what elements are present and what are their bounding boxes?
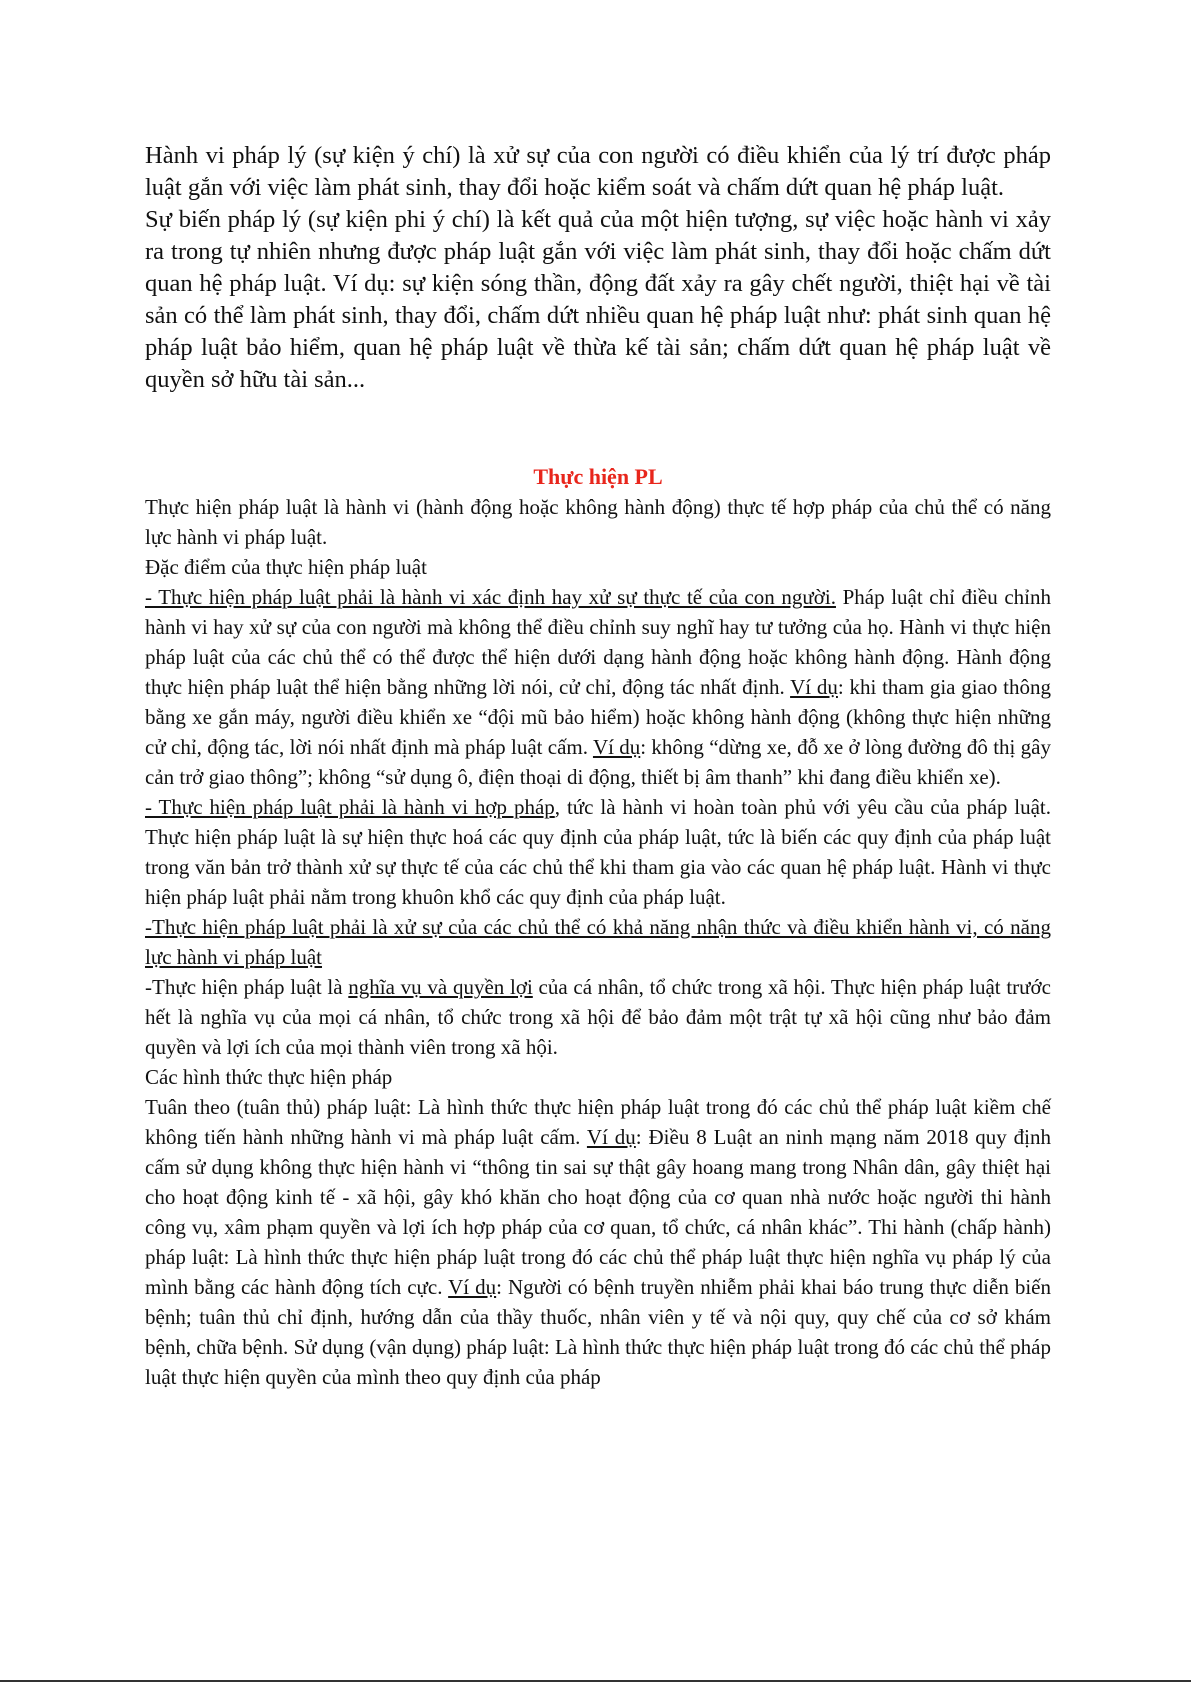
example-label: Ví dụ: [586, 1125, 636, 1149]
feature-1-text-c: : không “dừng xe, đỗ xe ở lòng đường đô thị gây cản trở giao thông”; không “sử dụng ô, điện thoại di động, thiết bị âm thanh” khi đang điều khiển xe).: [145, 735, 1051, 789]
document-page: [145, 140, 1051, 1392]
paragraph-definition: Thực hiện pháp luật là hành vi (hành động hoặc không hành động) thực tế hợp pháp của chủ thể có năng lực hành vi pháp luật.: [145, 495, 1051, 549]
paragraph-legal-event: Sự biến pháp lý (sự kiện phi ý chí) là kết quả của một hiện tượng, sự việc hoặc hành vi xảy ra trong tự nhiên nhưng được pháp luật gắn với việc làm phát sinh, thay đổi hoặc chấm dứt quan hệ pháp luật. Ví dụ: sự kiện sóng thần, động đất xảy ra gây chết người, thiệt hại về tài sản có thể làm phát sinh, thay đổi, chấm dứt nhiều quan hệ pháp luật như: phát sinh quan hệ pháp luật bảo hiểm, quan hệ pháp luật về thừa kế tài sản; chấm dứt quan hệ pháp luật về quyền sở hữu tài sản...: [145, 206, 1051, 393]
feature-4-text: của cá nhân, tổ chức trong xã hội. Thực hiện pháp luật trước hết là nghĩa vụ của mọi cá nhân, tổ chức trong xã hội để bảo đảm một trật tự xã hội cũng như bảo đảm quyền và lợi ích của mọi thành viên trong xã hội.: [145, 975, 1051, 1059]
feature-1: [145, 582, 1051, 792]
section-heading: Thực hiện PL: [533, 464, 663, 489]
feature-4-pre: -Thực hiện pháp luật là: [145, 975, 349, 999]
features-title: Đặc điểm của thực hiện pháp luật: [145, 555, 427, 579]
feature-1-text-a: Pháp luật chỉ điều chỉnh hành vi hay xử sự của con người mà không thể điều chỉnh suy nghĩ hay tư tưởng của họ. Hành vi thực hiện pháp luật của các chủ thể có thể được thể hiện dưới dạng hành động hoặc không hành động. Hành động thực hiện pháp luật thể hiện bằng những lời nói, cử chỉ, động tác nhất định.: [145, 585, 1051, 699]
feature-1-text-b: : khi tham gia giao thông bằng xe gắn máy, người điều khiển xe “đội mũ bảo hiểm) hoặc không hành động (không thực hiện những cử chỉ, động tác, lời nói nhất định mà pháp luật cấm.: [145, 675, 1052, 759]
example-label: Ví dụ: [790, 675, 838, 699]
feature-4-underlined: nghĩa vụ và quyền lợi: [348, 975, 533, 999]
forms-text-b: : Điều 8 Luật an ninh mạng năm 2018 quy định cấm sử dụng không thực hiện hành vi “thông tin sai sự thật gây hoang mang trong Nhân dân, gây thiệt hại cho hoạt động kinh tế - xã hội, gây khó khăn cho hoạt động của cơ quan nhà nước hoặc người thi hành công vụ, xâm phạm quyền và lợi ích hợp pháp của cơ quan, tổ chức, cá nhân khác”. Thi hành (chấp hành) pháp luật: Là hình thức thực hiện pháp luật trong đó các chủ thể pháp luật thực hiện nghĩa vụ pháp lý của mình bằng các hành động tích cực.: [145, 1125, 1051, 1299]
example-label: Ví dụ: [448, 1275, 497, 1299]
forms-text-c: : Người có bệnh truyền nhiễm phải khai báo trung thực diễn biến bệnh; tuân thủ chỉ định, hướng dẫn của thầy thuốc, nhân viên y tế và nội quy, quy chế của cơ sở khám bệnh, chữa bệnh. Sử dụng (vận dụng) pháp luật: Là hình thức thực hiện pháp luật trong đó các chủ thể pháp luật thực hiện quyền của mình theo quy định của pháp: [145, 1275, 1051, 1389]
forms-paragraph: [145, 1092, 1051, 1392]
feature-2-lead: - Thực hiện pháp luật phải là hành vi hợp pháp: [145, 795, 555, 819]
feature-2-text: , tức là hành vi hoàn toàn phủ với yêu cầu của pháp luật. Thực hiện pháp luật là sự hiện thực hoá các quy định của pháp luật, tức là biến các quy định của pháp luật trong văn bản trở thành xử sự thực tế của các chủ thể khi tham gia vào các quan hệ pháp luật. Hành vi thực hiện pháp luật phải nằm trong khuôn khổ các quy định của pháp luật.: [145, 795, 1051, 909]
feature-1-lead: - Thực hiện pháp luật phải là hành vi xác định hay xử sự thực tế của con người.: [145, 585, 836, 609]
forms-title: Các hình thức thực hiện pháp: [145, 1065, 393, 1089]
feature-3-lead: -Thực hiện pháp luật phải là xử sự của các chủ thể có khả năng nhận thức và điều khiển hành vi, có năng lực hành vi pháp luật: [145, 915, 1051, 969]
feature-2: [145, 792, 1051, 912]
paragraph-legal-act: Hành vi pháp lý (sự kiện ý chí) là xử sự của con người có điều khiển của lý trí được pháp luật gắn với việc làm phát sinh, thay đổi hoặc kiểm soát và chấm dứt quan hệ pháp luật.: [145, 142, 1051, 201]
example-label: Ví dụ: [592, 735, 641, 759]
feature-4: [145, 972, 1051, 1062]
page-bottom-rule: [0, 1680, 1191, 1682]
forms-text-a: Tuân theo (tuân thủ) pháp luật: Là hình thức thực hiện pháp luật trong đó các chủ thể pháp luật kiềm chế không tiến hành những hành vi mà pháp luật cấm.: [145, 1095, 1051, 1149]
feature-3: [145, 912, 1051, 972]
